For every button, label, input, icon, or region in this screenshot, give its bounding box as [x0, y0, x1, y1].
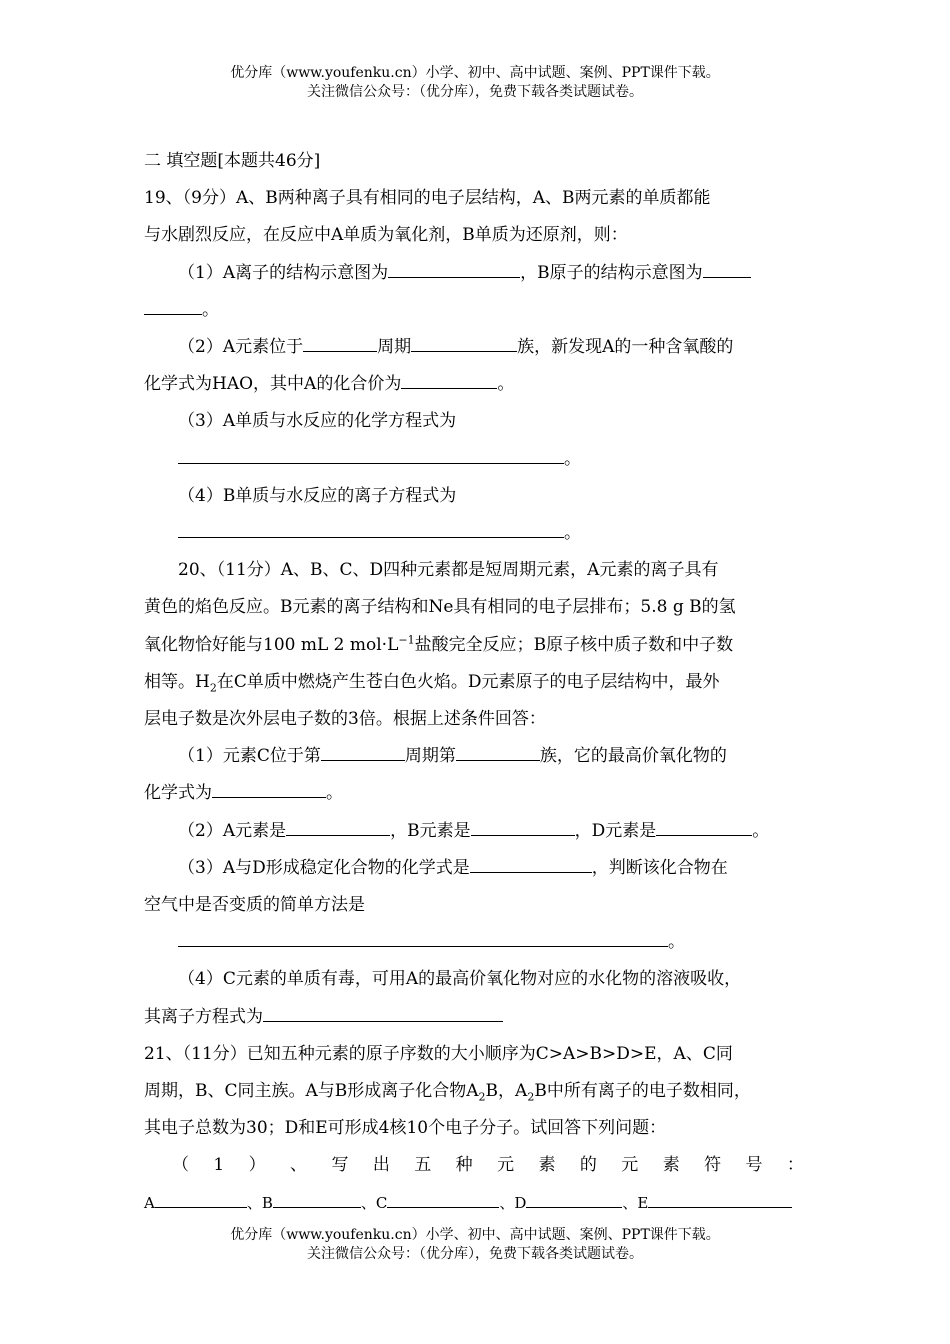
page-header [0, 64, 950, 102]
q20-line-3: 氧化物恰好能与100 mL 2 $mol\cdot L^{-1}$盐酸完全反应；B原子核中质子数和中子数 [144, 632, 734, 655]
q21-line-2: 周期，B、C同主族。A与B形成离子化合物$A_2B$，$A_2B$中所有离子的电子数相同， [144, 1081, 751, 1104]
question-content [144, 143, 812, 1222]
q20-part-1-cont: 化学式为 。 [144, 783, 343, 804]
q19-intro-line-2: 与水剧烈反应，在反应中A单质为氧化剂，B单质为还原剂，则： [144, 225, 628, 246]
q20-line-5: 层电子数是次外层电子数的3倍。根据上述条件回答： [144, 709, 546, 730]
answer-blank-e[interactable] [648, 1191, 792, 1208]
answer-blank[interactable] [401, 372, 497, 389]
header-line-2: 关注微信公众号：（优分库），免费下载各类试题试卷。 [307, 84, 643, 100]
q20-part-1: （1）元素C位于第 周期第 族，它的最高价氧化物的 [178, 746, 727, 767]
answer-blank[interactable] [178, 521, 564, 538]
q19-part-4-answer: 。 [144, 515, 812, 552]
answer-blank-a[interactable] [155, 1191, 247, 1208]
q19-part-1: （1）A离子的结构示意图为 ，B原子的结构示意图为 [144, 255, 812, 292]
q20-part-3-answer: 。 [144, 924, 812, 961]
answer-blank-b[interactable] [273, 1191, 361, 1208]
q20-part-4-cont: 其离子方程式为 [144, 999, 812, 1036]
answer-blank[interactable] [656, 819, 752, 836]
header-line-1: 优分库（www.youfenku.cn）小学、初中、高中试题、案例、PPT课件下载。 [230, 65, 720, 81]
footer-line-1: 优分库（www.youfenku.cn）小学、初中、高中试题、案例、PPT课件下载。 [230, 1227, 720, 1243]
q20-line-4: 相等。$H_2$在C单质中燃烧产生苍白色火焰。D元素原子的电子层结构中，最外 [144, 671, 720, 695]
q19-part-1-cont: 。 [144, 292, 812, 329]
page-footer [0, 1226, 950, 1264]
q19-intro-line-1: 19、（9分）A、B两种离子具有相同的电子层结构，A、B两元素的单质都能 [144, 188, 711, 209]
answer-blank[interactable] [286, 819, 390, 836]
answer-blank[interactable] [263, 1005, 503, 1022]
answer-blank[interactable] [411, 335, 517, 352]
q19-part-2: （2）A元素位于 周期 族，新发现A的一种含氧酸的 [178, 337, 734, 358]
answer-blank[interactable] [471, 819, 575, 836]
answer-blank[interactable] [178, 447, 564, 464]
footer-line-2: 关注微信公众号：（优分库），免费下载各类试题试卷。 [307, 1246, 643, 1262]
answer-blank[interactable] [178, 930, 668, 947]
q21-line-1: 21、（11分）已知五种元素的原子序数的大小顺序为C>A>B>D>E，A、C同 [144, 1043, 733, 1064]
answer-blank-d[interactable] [526, 1191, 622, 1208]
q20-part-3-cont: 空气中是否变质的简单方法是 [144, 895, 365, 916]
q20-part-4: （4）C元素的单质有毒，可用A的最高价氧化物对应的水化物的溶液吸收， [178, 969, 742, 990]
q21-line-3: 其电子总数为30；D和E可形成4核10个电子分子。试回答下列问题： [144, 1118, 667, 1139]
answer-blank[interactable] [703, 261, 751, 278]
section-title: 二 填空题[本题共46分] [144, 151, 321, 171]
q19-part-3-answer: 。 [144, 441, 812, 478]
q20-line-2: 黄色的焰色反应。B元素的离子结构和Ne具有相同的电子层排布；5.8 g B的氢 [144, 597, 736, 618]
q19-part-3: （3）A单质与水反应的化学方程式为 [178, 411, 457, 432]
q21-part-1-answers: A 、B 、C 、D 、E [144, 1185, 812, 1222]
answer-blank[interactable] [144, 298, 202, 315]
answer-blank[interactable] [212, 781, 326, 798]
answer-blank-c[interactable] [387, 1191, 499, 1208]
q19-part-2-cont: 化学式为HAO，其中A的化合价为 。 [144, 374, 515, 395]
q21-part-1: （ 1 ） 、 写 出 五 种 元 素 的 元 素 符 号 ： [172, 1155, 804, 1176]
answer-blank[interactable] [303, 335, 377, 352]
answer-blank[interactable] [388, 261, 520, 278]
q19-part-4: （4）B单质与水反应的离子方程式为 [178, 485, 457, 506]
answer-blank[interactable] [321, 744, 405, 761]
q20-line-1: 20、（11分）A、B、C、D四种元素都是短周期元素，A元素的离子具有 [178, 560, 719, 581]
answer-blank[interactable] [470, 856, 592, 873]
answer-blank[interactable] [456, 744, 540, 761]
q20-part-3: （3）A与D形成稳定化合物的化学式是 ，判断该化合物在 [178, 857, 728, 878]
q20-part-2: （2）A元素是 ，B元素是 ，D元素是 。 [178, 820, 770, 841]
